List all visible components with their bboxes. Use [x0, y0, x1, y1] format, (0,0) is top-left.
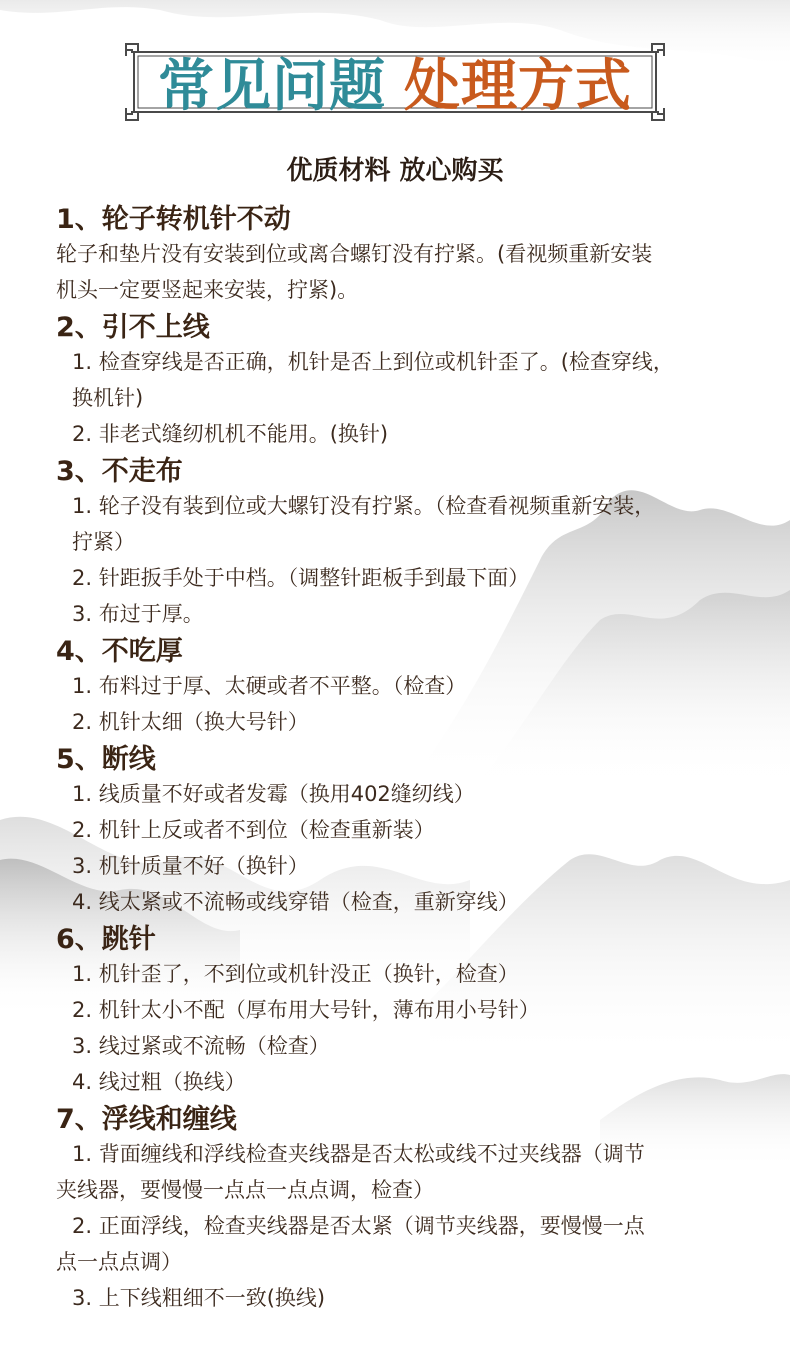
section-5-line-3: 3. 机针质量不好（换针） — [72, 854, 309, 878]
section-7-line-2: 夹线器，要慢慢一点点一点点调，检查） — [56, 1178, 434, 1202]
section-2-line-2: 换机针) — [72, 386, 144, 410]
section-7-line-3: 2. 正面浮线，检查夹线器是否太紧（调节夹线器，要慢慢一点 — [72, 1214, 645, 1238]
section-heading-3: 3、不走布 — [56, 456, 183, 487]
section-3-line-2: 拧紧） — [72, 530, 135, 554]
section-heading-2: 2、引不上线 — [56, 312, 210, 343]
section-heading-5: 5、断线 — [56, 744, 156, 775]
section-7-line-1: 1. 背面缠线和浮线检查夹线器是否太松或线不过夹线器（调节 — [72, 1142, 645, 1166]
section-1-line-1: 轮子和垫片没有安装到位或离合螺钉没有拧紧。(看视频重新安装 — [56, 242, 653, 266]
section-heading-6: 6、跳针 — [56, 924, 156, 955]
section-7-line-5: 3. 上下线粗细不一致(换线) — [72, 1286, 326, 1310]
section-heading-7: 7、浮线和缠线 — [56, 1104, 237, 1135]
section-2-line-1: 1. 检查穿线是否正确，机针是否上到位或机针歪了。(检查穿线， — [72, 350, 674, 374]
section-6-line-2: 2. 机针太小不配（厚布用大号针，薄布用小号针） — [72, 998, 540, 1022]
section-heading-1: 1、轮子转机针不动 — [56, 204, 291, 235]
title-part-1: 常见问题 — [158, 54, 386, 119]
section-5-line-4: 4. 线太紧或不流畅或线穿错（检查，重新穿线） — [72, 890, 519, 914]
section-4-line-2: 2. 机针太细（换大号针） — [72, 710, 309, 734]
subtitle: 优质材料 放心购买 — [286, 156, 504, 186]
section-heading-4: 4、不吃厚 — [56, 636, 183, 667]
section-1-line-2: 机头一定要竖起来安装，拧紧)。 — [56, 278, 359, 302]
section-3-line-1: 1. 轮子没有装到位或大螺钉没有拧紧。（检查看视频重新安装， — [72, 494, 656, 518]
section-3-line-3: 2. 针距扳手处于中档。（调整针距板手到最下面） — [72, 566, 530, 590]
section-6-line-1: 1. 机针歪了，不到位或机针没正（换针，检查） — [72, 962, 519, 986]
title-part-2: 处理方式 — [404, 54, 632, 119]
section-6-line-4: 4. 线过粗（换线） — [72, 1070, 246, 1094]
page-title — [124, 42, 666, 122]
section-7-line-4: 点一点点调） — [56, 1250, 182, 1274]
section-3-line-4: 3. 布过于厚。 — [72, 602, 204, 626]
section-4-line-1: 1. 布料过于厚、太硬或者不平整。（检查） — [72, 674, 467, 698]
section-5-line-1: 1. 线质量不好或者发霉（换用402缝纫线） — [72, 782, 475, 806]
section-2-line-3: 2. 非老式缝纫机机不能用。(换针) — [72, 422, 389, 446]
section-5-line-2: 2. 机针上反或者不到位（检查重新装） — [72, 818, 435, 842]
section-6-line-3: 3. 线过紧或不流畅（检查） — [72, 1034, 330, 1058]
